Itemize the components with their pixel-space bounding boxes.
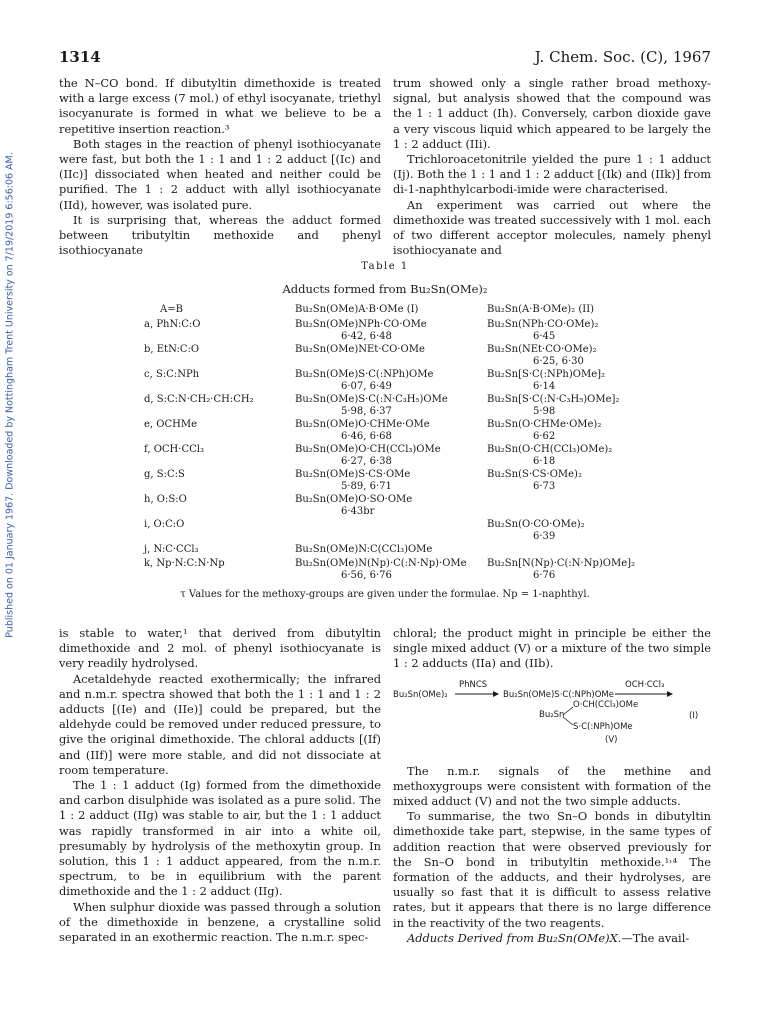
download-watermark-text: Published on 01 January 1967. Downloaded by Nottingham Trent University on 7/19/2019 6:56:06 AM. [4,152,16,638]
paragraph: When sulphur dioxide was passed through a solution of the dimethoxide in benzene, a crystalline solid separated in an exothermic reaction. The n.m.r. spec- [59,899,381,945]
journal-reference: J. Chem. Soc. (C), 1967 [534,48,711,66]
product-label: (V) [605,735,618,745]
table-cell-formula: Bu₂Sn(O·CHMe·OMe)₂ [487,419,602,430]
table-cell-tau: 5·89, 6·71 [341,481,392,492]
table-cell-formula: Bu₂Sn(OMe)S·CS·OMe [295,469,411,480]
paragraph: Trichloroacetonitrile yielded the pure 1 : 1 adduct (Ij). Both the 1 : 1 and 1 : 2 adduct [(Ik) and (IIk)] from di-1-naphthylcarbodi-imide were characterised. [393,152,711,197]
table-cell-tau: 6·39 [533,531,556,542]
table-cell-formula: Bu₂Sn(OMe)O·CH(CCl₃)OMe [295,444,441,455]
table-cell-formula: Bu₂Sn[N(Np)·C(:N·Np)OMe]₂ [487,558,636,569]
table-cell-tau: 6·73 [533,481,556,492]
table-cell-tau: 5·98 [533,406,556,417]
table-cell-tau: 6·07, 6·49 [341,381,392,392]
table-cell-formula: Bu₂Sn(NPh·CO·OMe)₂ [487,319,599,330]
paragraph-continuation: —The avail- [621,930,690,945]
table-cell-tau: 6·27, 6·38 [341,456,392,467]
table-header-cell: Bu₂Sn(OMe)A·B·OMe (I) [295,304,419,315]
paragraph [393,931,711,946]
product-core: Bu₂Sn [539,710,565,720]
paragraph: Acetaldehyde reacted exothermically; the infrared and n.m.r. spectra showed that both the 1 : 1 and 1 : 2 adducts [(Ie) and (IIe)] could be prepared, but the aldehyde could be removed under reduced pressure, to give the original dimethoxide. The chloral adducts [(If) and (IIf)] were more stable, and did not dissociate at room temperature. [59,671,381,777]
table-cell-tau: 6·43br [341,506,375,517]
table-cell-tau: 6·76 [533,570,556,581]
right-column-top [393,76,711,258]
table-cell-formula: Bu₂Sn(OMe)S·C(:N·C₃H₅)OMe [295,394,448,405]
table-cell-formula: Bu₂Sn(O·CO·OMe)₂ [487,519,585,530]
table-cell-acceptor: c, S:C:NPh [144,369,200,380]
table-cell-tau: 5·98, 6·37 [341,406,392,417]
reagent-label: OCH·CCl₃ [625,680,665,690]
table-cell-acceptor: j, N:C·CCl₃ [144,544,199,555]
table-cell-acceptor: e, OCHMe [144,419,198,430]
table-cell-acceptor: a, PhN:C:O [144,319,201,330]
section-subheading: Adducts Derived from Bu₂Sn(OMe)X. [407,930,622,945]
reaction-scheme [393,678,711,758]
table-cell-acceptor: f, OCH·CCl₃ [144,444,204,455]
table-cell-tau: 6·14 [533,381,556,392]
table-cell-formula: Bu₂Sn(OMe)S·C(:NPh)OMe [295,369,434,380]
page-header [59,48,711,72]
paragraph: The 1 : 1 adduct (Ig) formed from the dimethoxide and carbon disulphide was isolated as a pure solid. The 1 : 2 adduct (IIg) was stable to air, but the 1 : 1 adduct was rapidly transformed in air into a white oil, presumably by hydrolysis of the methoxytin group. In solution, this 1 : 1 adduct appeared, from the n.m.r. spectrum, to be in equilibrium with the parent dimethoxide and the 1 : 2 adduct (IIg). [59,778,381,899]
table-footnote: τ Values for the methoxy-groups are given under the formulae. Np = 1-naphthyl. [180,589,590,600]
download-watermark [3,152,17,638]
starting-material: Bu₂Sn(OMe)₂ [393,690,448,700]
table-cell-tau: 6·46, 6·68 [341,431,392,442]
table-header-cell: A=B [160,304,183,315]
table-cell-formula: Bu₂Sn(OMe)N(Np)·C(:N·Np)·OMe [295,558,467,569]
table-cell-formula: Bu₂Sn[S·C(:NPh)OMe]₂ [487,369,606,380]
table-cell-tau: 6·62 [533,431,556,442]
reagent-label: PhNCS [459,680,488,690]
product-lower-group: S·C(:NPh)OMe [573,722,633,732]
table-cell-formula: Bu₂Sn(NEt·CO·OMe)₂ [487,344,597,355]
left-column-top [59,76,381,258]
table-cell-formula: Bu₂Sn(OMe)O·CHMe·OMe [295,419,430,430]
table-cell-formula: Bu₂Sn(OMe)NEt·CO·OMe [295,344,425,355]
table-cell-formula: Bu₂Sn(OMe)N:C(CCl₃)OMe [295,544,433,555]
paragraph: An experiment was carried out where the dimethoxide was treated successively with 1 mol. each of two different acceptor molecules, namely phenyl isothiocyanate and [393,197,711,258]
product-upper-group: O·CH(CCl₃)OMe [573,700,639,710]
paragraph: is stable to water,¹ that derived from dibutyltin dimethoxide and 2 mol. of phenyl isothiocyanate is very readily hydrolysed. [59,626,381,671]
table-label: Table 1 [361,261,409,272]
table-cell-acceptor: d, S:C:N·CH₂·CH:CH₂ [144,394,254,405]
table-cell-formula: Bu₂Sn(OMe)O·SO·OMe [295,494,413,505]
table-cell-tau: 6·25, 6·30 [533,356,584,367]
paragraph: the N–CO bond. If dibutyltin dimethoxide is treated with a large excess (7 mol.) of ethyl isocyanate, triethyl isocyanurate is formed in what we believe to be a repetitive insertion reaction.³ [59,76,381,136]
right-column-bottom [393,626,711,946]
table-cell-acceptor: i, O:C:O [144,519,185,530]
table-cell-acceptor: b, EtN:C:O [144,344,200,355]
table-cell-tau: 6·18 [533,456,556,467]
equation-number: (I) [689,711,699,721]
table-cell-formula: Bu₂Sn(S·CS·OMe)₂ [487,469,582,480]
table-header-cell: Bu₂Sn(A·B·OMe)₂ (II) [487,304,595,315]
table-cell-tau: 6·42, 6·48 [341,331,392,342]
paragraph: The n.m.r. signals of the methine and methoxygroups were consistent with formation of the mixed adduct (V) and not the two simple adducts. [393,763,711,809]
table-cell-tau: 6·56, 6·76 [341,570,392,581]
paragraph: To summarise, the two Sn–O bonds in dibutyltin dimethoxide take part, stepwise, in the same types of addition reaction that were observed previously for the Sn–O bond in tributyltin methoxide.¹˒⁴ The formation of the adducts, and their hydrolyses, are usually so fast that it is difficult to assess relative rates, but it appears that there is no large difference in the reactivity of the two reagents. [393,809,711,930]
table-cell-formula: Bu₂Sn[S·C(:N·C₃H₅)OMe]₂ [487,394,620,405]
paragraph: It is surprising that, whereas the adduct formed between tributyltin methoxide and phenyl isothiocyanate [59,212,381,258]
table-cell-formula: Bu₂Sn(O·CH(CCl₃)OMe)₂ [487,444,613,455]
table-cell-acceptor: g, S:C:S [144,469,185,480]
table-cell-tau: 6·45 [533,331,556,342]
page-number: 1314 [59,48,101,66]
table-cell-formula: Bu₂Sn(OMe)NPh·CO·OMe [295,319,427,330]
paragraph: trum showed only a single rather broad methoxy-signal, but analysis showed that the compound was the 1 : 1 adduct (Ih). Conversely, carbon dioxide gave a very viscous liquid which appeared to be largely the 1 : 2 adduct (IIi). [393,76,711,151]
left-column-bottom [59,626,381,945]
paragraph: Both stages in the reaction of phenyl isothiocyanate were fast, but both the 1 : 1 and 1 : 2 adduct [(Ic) and (IIc)] dissociated when heated and neither could be purified. The 1 : 2 adduct with allyl isothiocyanate (IId), however, was isolated pure. [59,136,381,212]
table-cell-acceptor: h, O:S:O [144,494,187,505]
intermediate-product: Bu₂Sn(OMe)S·C(:NPh)OMe [503,690,614,700]
table-cell-acceptor: k, Np·N:C:N·Np [144,558,225,569]
paragraph: chloral; the product might in principle be either the single mixed adduct (V) or a mixture of the two simple 1 : 2 adducts (IIa) and (IIb). [393,626,711,671]
table-title: Adducts formed from Bu₂Sn(OMe)₂ [282,282,488,296]
